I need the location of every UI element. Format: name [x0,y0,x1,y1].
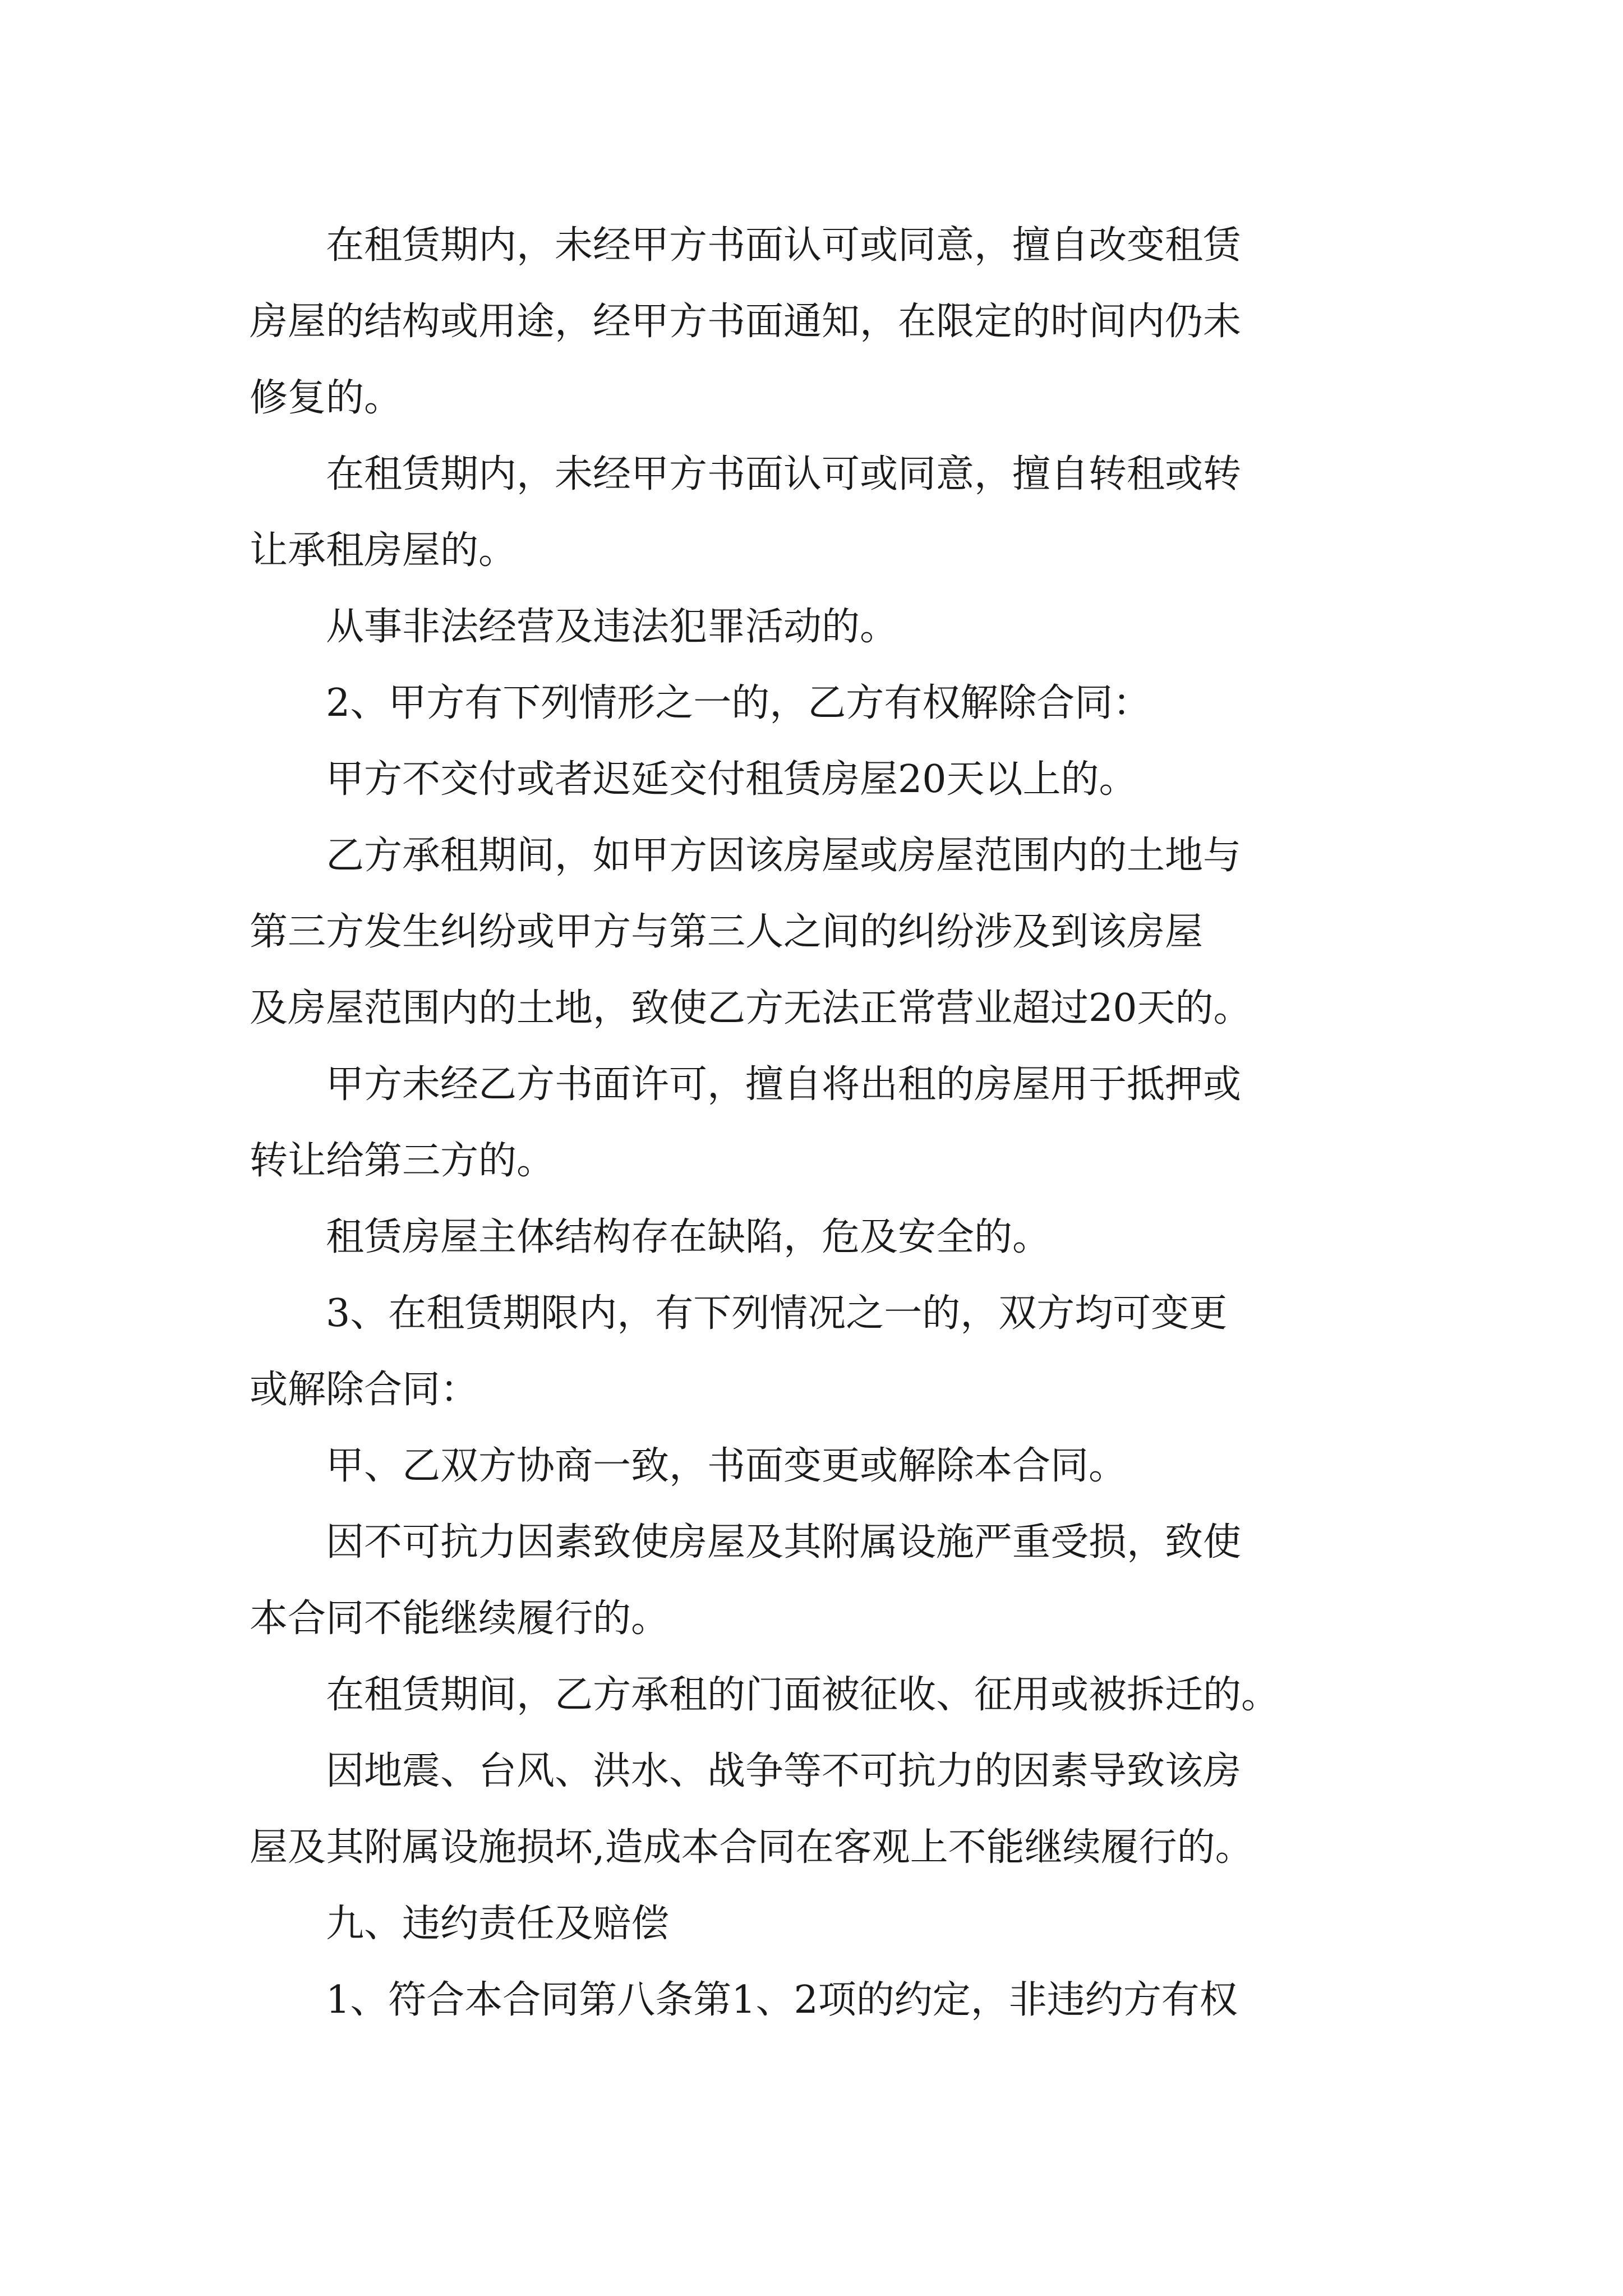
paragraph [250,1047,1391,1199]
paragraph [250,1962,1391,2039]
paragraph [250,818,1391,1047]
paragraph-line: 屋及其附属设施损坏,造成本合同在客观上不能继续履行的。 [250,1825,1253,1870]
paragraph [250,1657,1391,1733]
paragraph-line: 甲、乙双方协商一致，书面变更或解除本合同。 [326,1444,1127,1488]
paragraph-line: 甲方未经乙方书面许可，擅自将出租的房屋用于抵押或 [326,1062,1242,1107]
paragraph-line: 在租赁期内，未经甲方书面认可或同意，擅自转租或转 [326,452,1242,496]
paragraph-line: 第三方发生纠纷或甲方与第三人之间的纠纷涉及到该房屋 [250,910,1204,954]
paragraph [250,1199,1391,1276]
paragraph-line: 3、在租赁期限内，有下列情况之一的，双方均可变更 [326,1291,1228,1336]
paragraph-line: 在租赁期内，未经甲方书面认可或同意，擅自改变租赁 [326,223,1242,268]
paragraph [250,1886,1391,1962]
paragraph [250,665,1391,742]
paragraph-line: 1、符合本合同第八条第1、2项的约定，非违约方有权 [326,1978,1238,2022]
paragraph-line: 因地震、台风、洪水、战争等不可抗力的因素导致该房 [326,1749,1242,1793]
paragraph-line: 九、违约责任及赔偿 [326,1902,670,1946]
paragraph [250,208,1391,436]
document-body [250,208,1391,2039]
paragraph-line: 本合同不能继续履行的。 [250,1596,670,1641]
paragraph-line: 租赁房屋主体结构存在缺陷，危及安全的。 [326,1215,1051,1259]
paragraph [250,1428,1391,1504]
paragraph-line: 让承租房屋的。 [250,528,517,573]
paragraph-line: 在租赁期间，乙方承租的门面被征收、征用或被拆迁的。 [326,1673,1280,1717]
paragraph [250,436,1391,589]
paragraph-line: 及房屋范围内的土地，致使乙方无法正常营业超过20天的。 [250,986,1252,1030]
paragraph-line: 或解除合同： [250,1368,479,1412]
paragraph [250,742,1391,818]
paragraph [250,1504,1391,1657]
paragraph-line: 甲方不交付或者迟延交付租赁房屋20天以上的。 [326,757,1137,802]
paragraph-line: 因不可抗力因素致使房屋及其附属设施严重受损，致使 [326,1520,1242,1565]
paragraph-line: 乙方承租期间，如甲方因该房屋或房屋范围内的土地与 [326,834,1242,878]
paragraph [250,1276,1391,1428]
paragraph [250,589,1391,665]
paragraph [250,1733,1391,1886]
paragraph-line: 修复的。 [250,376,403,420]
paragraph-line: 转让给第三方的。 [250,1139,555,1183]
paragraph-line: 房屋的结构或用途，经甲方书面通知，在限定的时间内仍未 [250,300,1242,344]
paragraph-line: 2、甲方有下列情形之一的，乙方有权解除合同： [326,681,1151,725]
paragraph-line: 从事非法经营及违法犯罪活动的。 [326,605,898,649]
